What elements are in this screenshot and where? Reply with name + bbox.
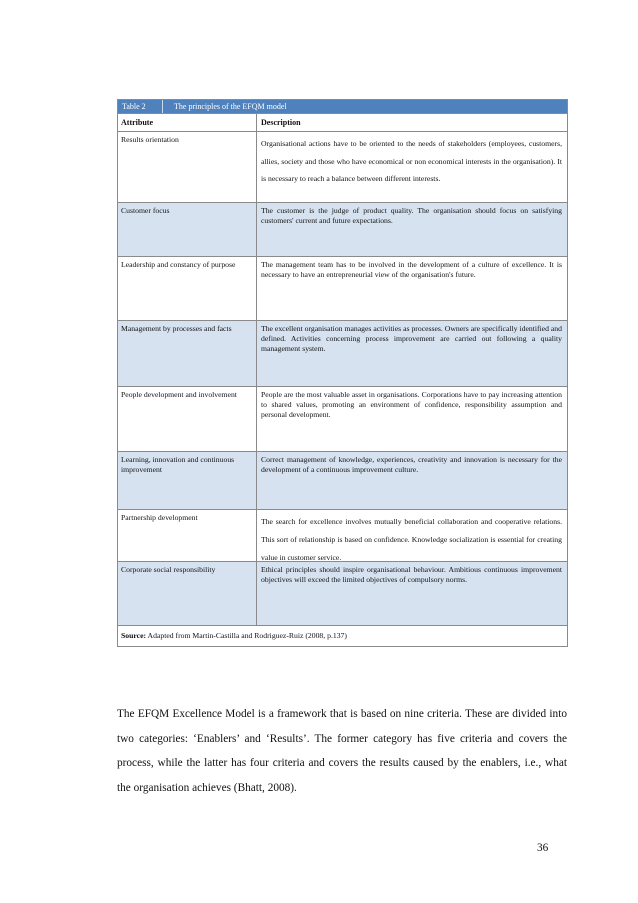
row-description: The management team has to be involved in the development of a culture of excellence. It is necessary to have an entrepreneurial view of the organisation's future.: [261, 260, 562, 280]
row-description: People are the most valuable asset in organisations. Corporations have to pay increasing attention to shared values, promoting an environment of confidence, responsibility assumption and personal development.: [261, 390, 562, 420]
row-attribute: Leadership and constancy of purpose: [118, 257, 257, 320]
row-attribute: Management by processes and facts: [118, 321, 257, 386]
row-attribute: Corporate social responsibility: [118, 562, 257, 625]
row-attribute: Learning, innovation and continuous improvement: [118, 452, 257, 509]
table-number: Table 2: [122, 102, 146, 111]
row-attribute: Customer focus: [118, 203, 257, 256]
body-paragraph: The EFQM Excellence Model is a framework that is based on nine criteria. These are divided into two categories: ‘Enablers’ and ‘Results’. The former category has five criteria and covers the process, while the latter has four criteria and covers the results caused by the enablers, i.e., what the organisation achieves (Bhatt, 2008).: [117, 708, 567, 794]
header-attribute: Attribute: [118, 114, 257, 131]
table-row: [118, 387, 567, 452]
row-description: The search for excellence involves mutually beneficial collaboration and cooperative relations. This sort of relationship is based on confidence. Knowledge socialization is essential for creating value in customer service.: [261, 517, 562, 562]
table-row: [118, 510, 567, 562]
table-row: [118, 203, 567, 257]
row-description: Ethical principles should inspire organisational behaviour. Ambitious continuous improvement objectives will exceed the limited objectives of compulsory norms.: [261, 565, 562, 585]
caption-divider: [162, 100, 163, 113]
table-title: The principles of the EFQM model: [174, 102, 287, 111]
row-description: The excellent organisation manages activities as processes. Owners are specifically identified and defined. Activities concerning process improvement are carried out following a quality management system.: [261, 324, 562, 354]
table-header-row: [118, 114, 567, 132]
row-description: Correct management of knowledge, experiences, creativity and innovation is necessary for the development of a continuous improvement culture.: [261, 455, 562, 475]
table-row: [118, 452, 567, 510]
source-text: Adapted from Martin-Castilla and Rodriguez-Ruiz (2008, p.137): [146, 631, 347, 640]
table-row: [118, 321, 567, 387]
table-row: [118, 562, 567, 626]
header-description: Description: [261, 118, 301, 127]
row-description: The customer is the judge of product quality. The organisation should focus on satisfying customers' current and future expectations.: [261, 206, 562, 226]
row-description: Organisational actions have to be oriented to the needs of stakeholders (employees, customers, allies, society and those who have economical or non economical interests in the organisation). It is necessary to reach a balance between different interests.: [261, 139, 562, 183]
row-attribute: People development and involvement: [118, 387, 257, 451]
row-attribute: Partnership development: [118, 510, 257, 561]
table-row: [118, 132, 567, 203]
efqm-principles-table: [117, 99, 568, 647]
table-caption: [118, 100, 567, 114]
page-number: 36: [537, 842, 549, 854]
row-attribute: Results orientation: [118, 132, 257, 202]
table-row: [118, 257, 567, 321]
source-label: Source:: [121, 631, 147, 640]
table-source: [118, 626, 567, 646]
